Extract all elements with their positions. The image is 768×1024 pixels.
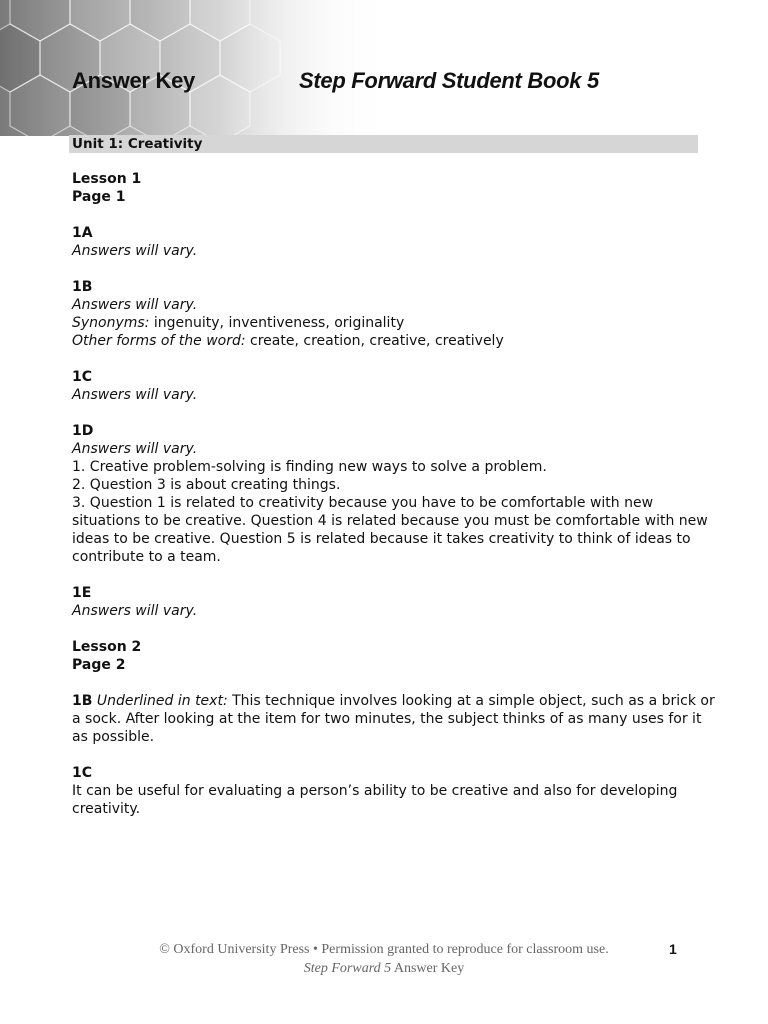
page-number: 1: [669, 941, 677, 957]
answer-item-continued: situations to be creative. Question 4 is related because you must be comfortable with new: [72, 513, 708, 529]
page-heading: Page 1: [72, 189, 126, 205]
question-heading: 1A: [72, 225, 93, 241]
lesson-heading: Lesson 1: [72, 171, 142, 187]
answer-text: Answers will vary.: [72, 297, 198, 313]
answer-text-continued: a sock. After looking at the item for two minutes, the subject thinks of as many uses for it: [72, 711, 702, 727]
question-heading: 1D: [72, 423, 94, 439]
answer-text-continued: as possible.: [72, 729, 155, 745]
book-title: Step Forward Student Book 5: [299, 68, 599, 93]
answer-item: 3. Question 1 is related to creativity because you have to be comfortable with new: [72, 495, 654, 511]
word-forms-line: [72, 332, 702, 350]
lesson-heading: Lesson 2: [72, 639, 142, 655]
answer-text: Answers will vary.: [72, 387, 198, 403]
answer-text-continued: creativity.: [72, 801, 141, 817]
footer-book-suffix: Answer Key: [391, 961, 465, 976]
answer-text: This technique involves looking at a simple object, such as a brick or: [227, 693, 715, 709]
question-heading: 1C: [72, 369, 93, 385]
answer-item: 1. Creative problem-solving is finding new ways to solve a problem.: [72, 459, 547, 475]
answer-item-continued: ideas to be creative. Question 5 is related because it takes creativity to think of ideas to: [72, 531, 691, 547]
answer-key-title: Answer Key: [72, 68, 195, 93]
synonyms-line: [72, 314, 702, 332]
footer-book-line: [0, 959, 768, 978]
answer-paragraph: [72, 692, 715, 710]
question-heading: 1B: [72, 279, 93, 295]
answer-text: It can be useful for evaluating a person’s ability to be creative and also for developing: [72, 783, 678, 799]
answer-text: Answers will vary.: [72, 441, 198, 457]
question-heading: 1E: [72, 585, 92, 601]
unit-title: Unit 1: Creativity: [72, 136, 203, 152]
question-heading: 1C: [72, 765, 93, 781]
synonyms-label: Synonyms:: [72, 315, 150, 331]
copyright-notice: © Oxford University Press • Permission granted to reproduce for classroom use.: [159, 942, 609, 957]
answer-text: Answers will vary.: [72, 603, 198, 619]
footer-book-title: Step Forward 5: [303, 961, 392, 976]
question-heading: 1B: [72, 693, 93, 709]
page-heading: Page 2: [72, 657, 126, 673]
synonyms-text: ingenuity, inventiveness, originality: [149, 315, 405, 331]
answer-item-continued: contribute to a team.: [72, 549, 221, 565]
answer-item: 2. Question 3 is about creating things.: [72, 477, 341, 493]
word-forms-text: create, creation, creative, creatively: [245, 333, 504, 349]
answer-text: Answers will vary.: [72, 243, 198, 259]
answer-content: [72, 170, 715, 818]
unit-header-bar: [69, 135, 698, 153]
page-footer: [0, 940, 768, 978]
underlined-label: Underlined in text:: [96, 693, 228, 709]
word-forms-label: Other forms of the word:: [72, 333, 246, 349]
